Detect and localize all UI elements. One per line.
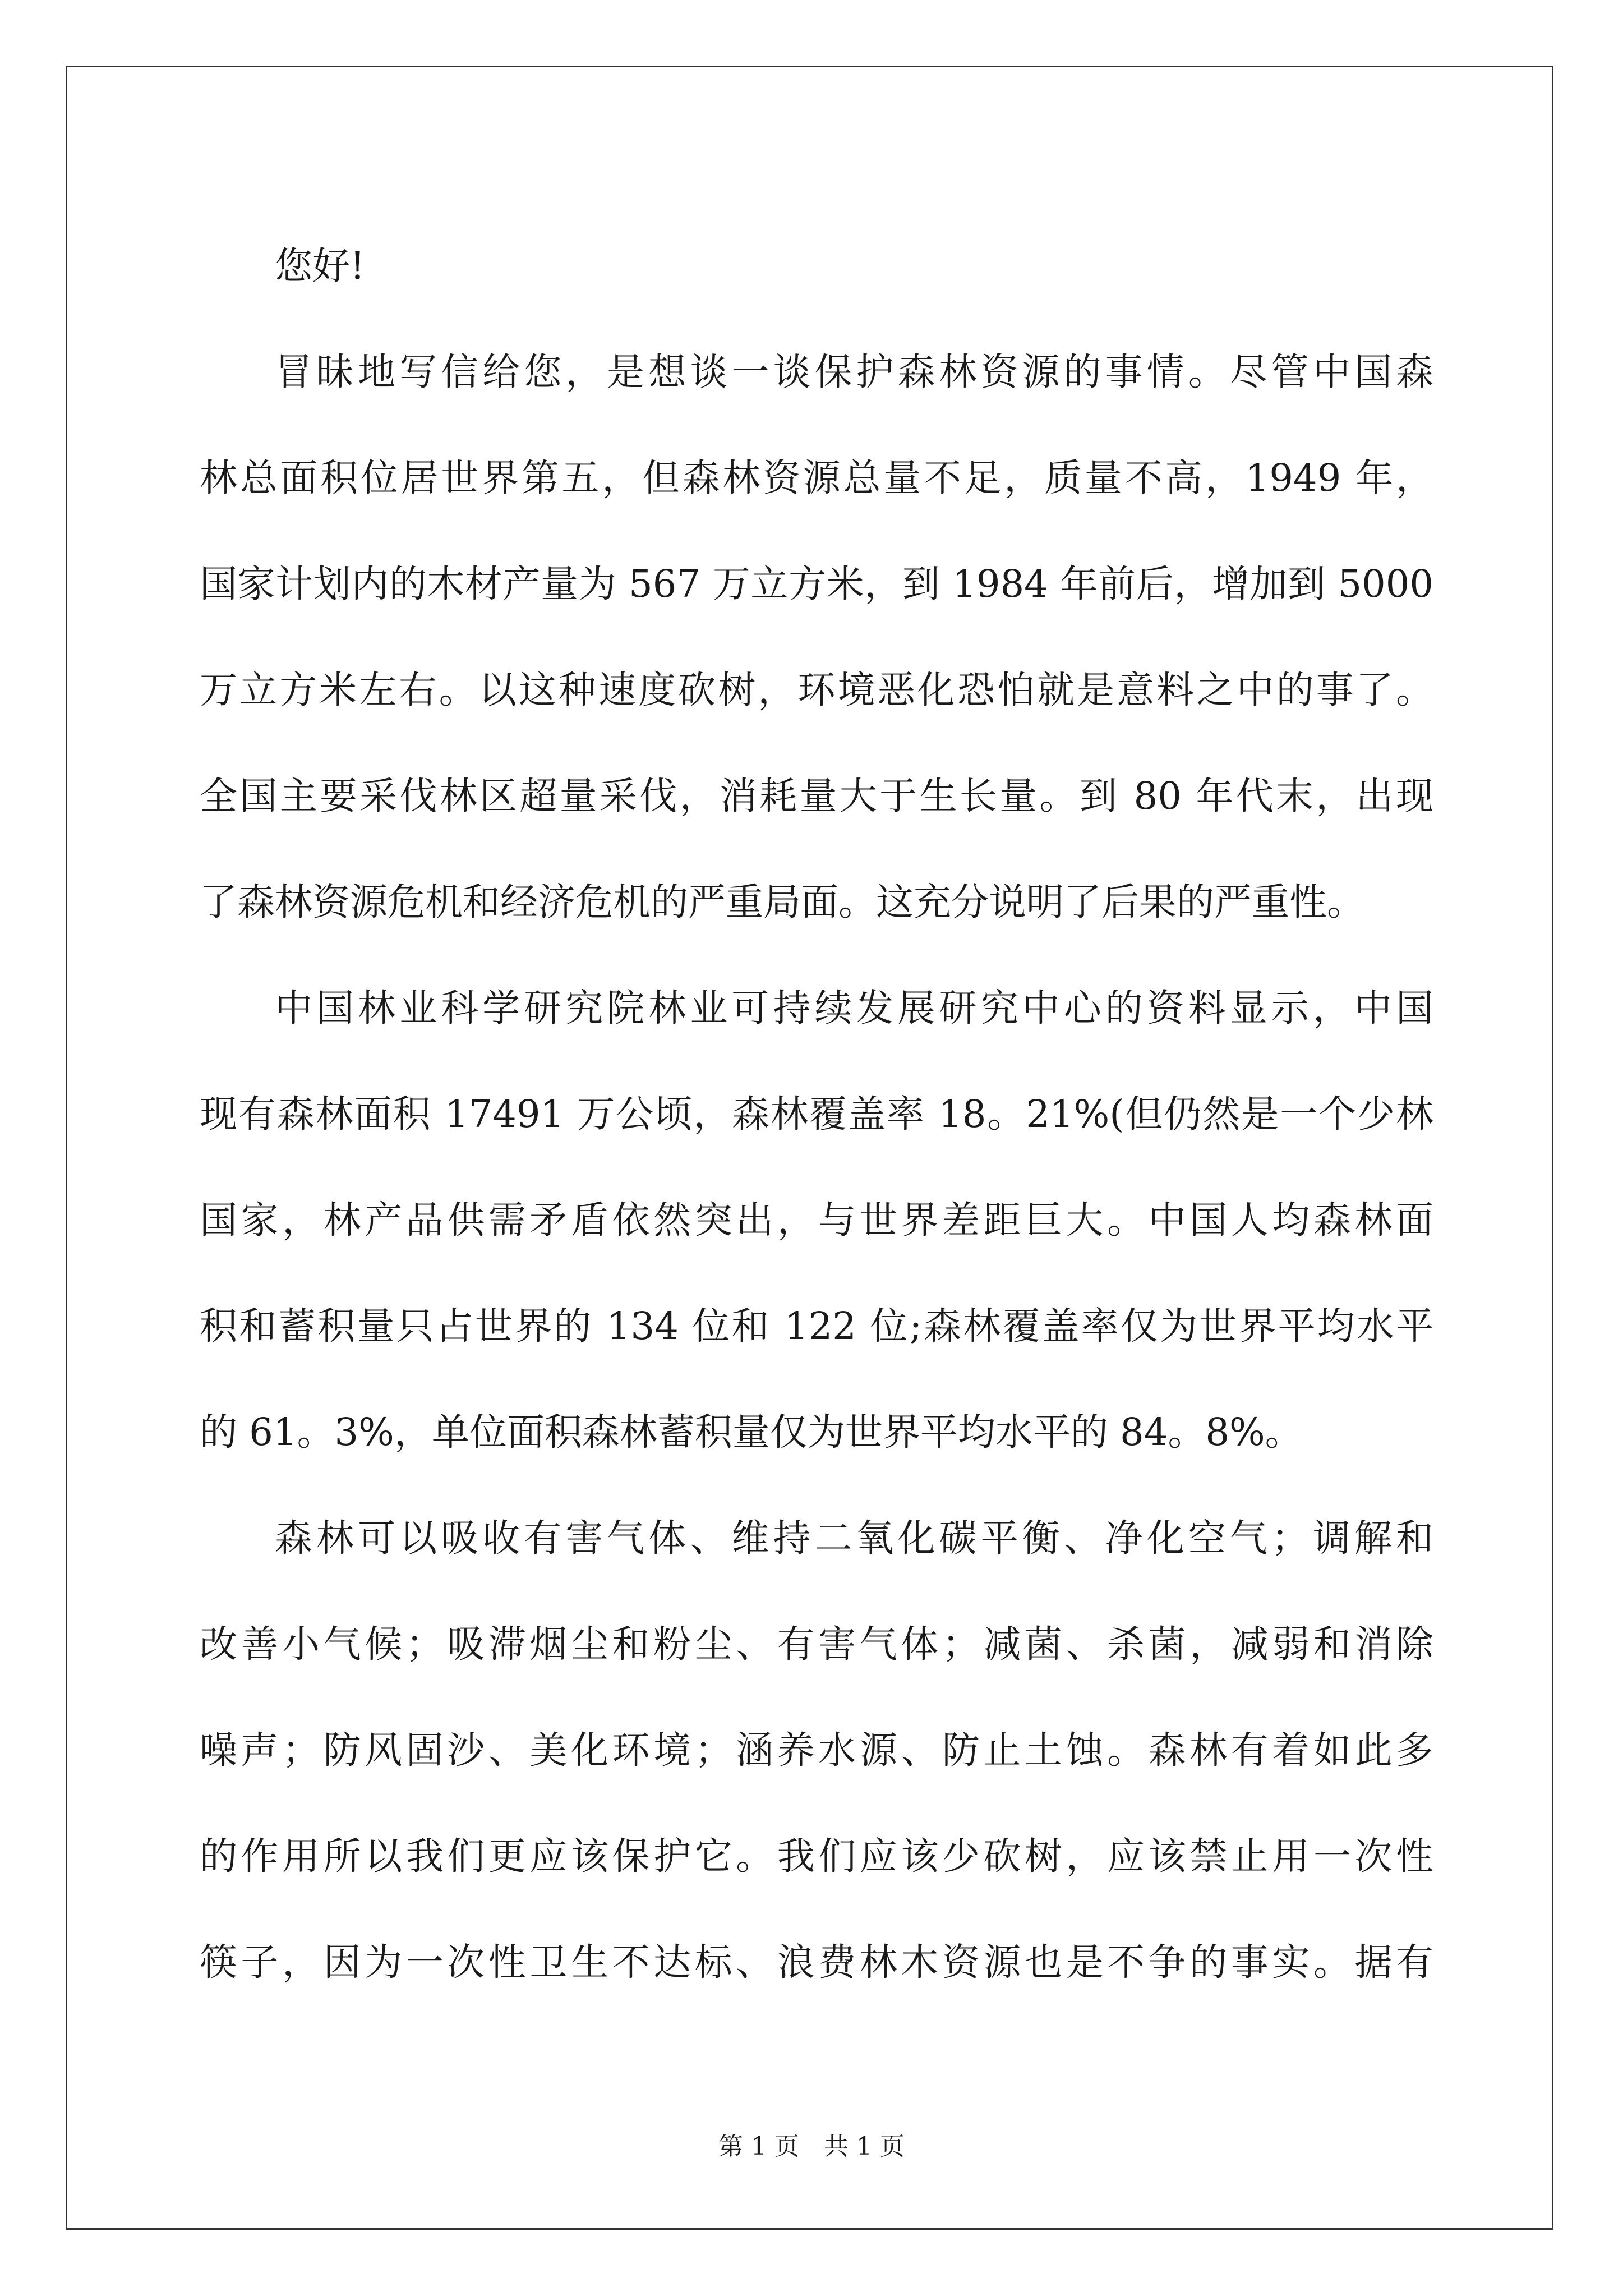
paragraph-3 [200,1485,1433,2016]
paragraph-line: 中国林业科学研究院林业可持续发展研究中心的资料显示，中国 [275,986,1433,1030]
paragraph-line: 万立方米左右。以这种速度砍树，环境恶化恐怕就是意料之中的事了。 [200,668,1433,712]
paragraph-line: 了森林资源危机和经济危机的严重局面。这充分说明了后果的严重性。 [200,880,1364,924]
page-footer: 第 1 页 共 1 页 [718,2132,905,2161]
paragraph-line: 全国主要采伐林区超量采伐，消耗量大于生长量。到 80 年代末，出现 [200,774,1433,818]
paragraph-1 [200,319,1433,955]
paragraph-line: 国家计划内的木材产量为 567 万立方米，到 1984 年前后，增加到 5000 [200,562,1433,606]
paragraph-line: 改善小气候；吸滞烟尘和粉尘、有害气体；减菌、杀菌，减弱和消除 [200,1622,1433,1666]
paragraph-line: 的 61。3%，单位面积森林蓄积量仅为世界平均水平的 84。8%。 [200,1410,1303,1454]
greeting: 您好! [275,244,365,288]
paragraph-line: 筷子，因为一次性卫生不达标、浪费林木资源也是不争的事实。据有 [200,1940,1433,1984]
paragraph-line: 林总面积位居世界第五，但森林资源总量不足，质量不高，1949 年， [200,456,1433,500]
paragraph-line: 现有森林面积 17491 万公顷，森林覆盖率 18。21%(但仍然是一个少林 [200,1092,1433,1136]
paragraph-line: 的作用所以我们更应该保护它。我们应该少砍树，应该禁止用一次性 [200,1834,1433,1878]
paragraph-2 [200,955,1433,1485]
letter-body [200,213,1433,2016]
paragraph-line: 森林可以吸收有害气体、维持二氧化碳平衡、净化空气；调解和 [275,1516,1433,1560]
paragraph-line: 噪声；防风固沙、美化环境；涵养水源、防止土蚀。森林有着如此多 [200,1728,1433,1772]
paragraph-line: 积和蓄积量只占世界的 134 位和 122 位;森林覆盖率仅为世界平均水平 [200,1304,1433,1348]
paragraph-line: 冒昧地写信给您，是想谈一谈保护森林资源的事情。尽管中国森 [275,350,1433,394]
paragraph-line: 国家，林产品供需矛盾依然突出，与世界差距巨大。中国人均森林面 [200,1198,1433,1242]
